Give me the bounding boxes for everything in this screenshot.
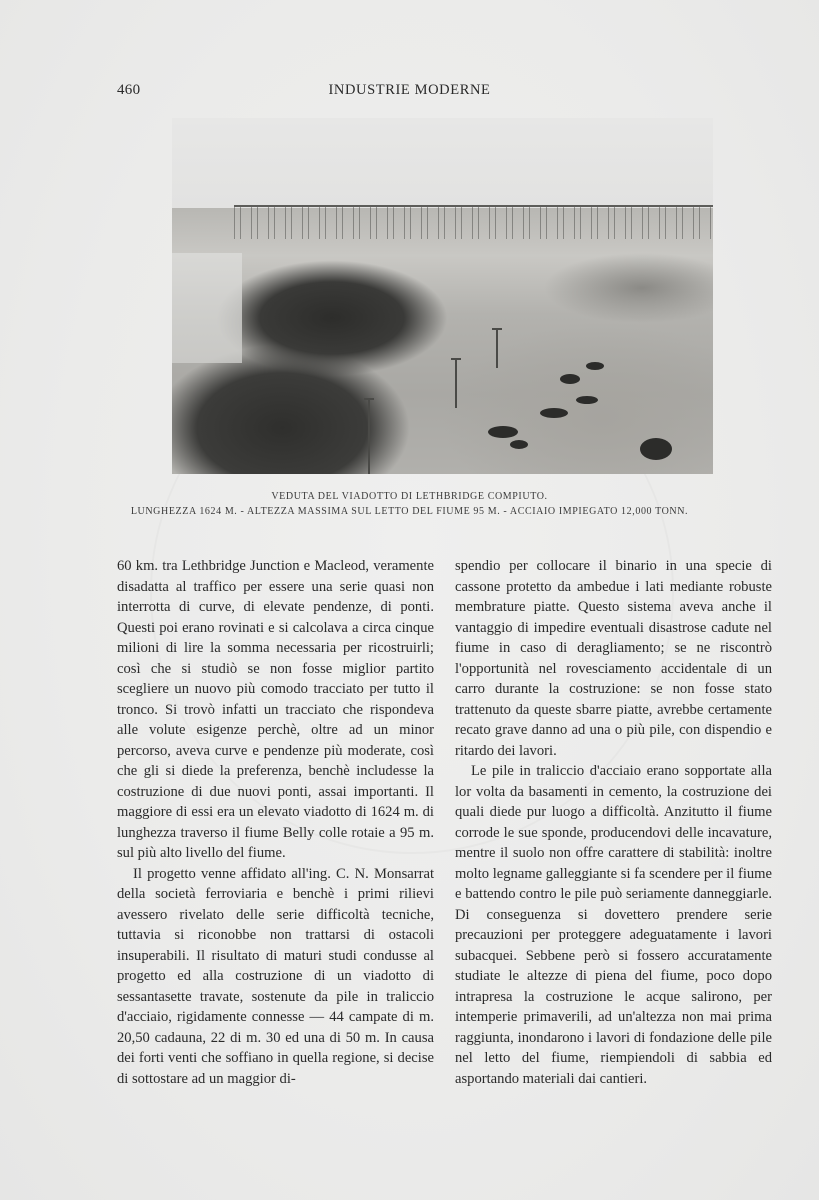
shrub <box>510 440 528 449</box>
shrub <box>488 426 518 438</box>
paragraph: 60 km. tra Lethbridge Junction e Macleod, veramente disadatta al traffico per essere una serie quasi non interrotta di curve, di elevate pendenze, di ponti. Questi poi erano rovinati e si calcolava a circa cinque milioni di lire la somma necessaria per ricostruirli; così che si studiò se non fosse miglior partito scegliere un nuovo più comodo tracciato per tutto il tronco. Si trovò infatti un tracciato che rispondeva alle volute esigenze perchè, oltre ad un minor percorso, aveva curve e pendenze più moderate, così che gli si diede la preferenza, benchè includesse la costruzione di due nuovi ponti, assai importanti. Il maggiore di essi era un elevato viadotto di 1624 m. di lunghezza traverso il fiume Belly colle rotaie a 95 m. sul più alto livello del fiume. <box>117 558 434 861</box>
photo-landscape <box>172 208 713 474</box>
shrub <box>640 438 672 460</box>
text-column-left <box>117 556 434 1089</box>
paragraph: Le pile in traliccio d'acciaio erano sopportate alla lor volta da basamenti in cemento, la costruzione dei quali diede pur luogo a difficoltà. Anzitutto il fiume corrode le sue sponde, producendovi delle incavature, mentre il suolo non offre carattere di stabilità: inoltre molto legname galleggiante si fa scendere per il fiume e battendo contro le pile può seriamente danneggiarle. Di conseguenza si dovettero prendere serie precauzioni per proteggere adeguatamente i lavori subacquei. Sebbene però si fossero accuratamente studiate le altezze di piena del fiume, poco dopo intrapresa la costruzione le acque salirono, per intemperie primaverili, ad un'altezza non mai prima raggiunta, inondarono i lavori di fondazione delle pile nel letto del fiume, riempiendoli di sabbia ed asportando materiali dai cantieri. <box>455 763 772 1087</box>
shrub <box>560 374 580 384</box>
viaduct-photograph <box>172 118 713 474</box>
paragraph: Il progetto venne affidato all'ing. C. N. Monsarrat della società ferroviaria e benchè i primi rilievi avessero rivelato delle serie difficoltà tecniche, tuttavia si riconobbe non trattarsi di ostacoli insuperabili. Il risultato di maturi studi condusse al progetto ed alla costruzione di un viadotto di sessantasette travate, sostenute da pile in traliccio d'acciaio, rigidamente connesse — 44 campate di m. 20,50 cadauna, 22 di m. 30 ed una di 50 m. In causa dei forti venti che soffiano in quella regione, si decise di sottostare ad un maggior di- <box>117 865 434 1087</box>
running-header <box>117 82 702 102</box>
paragraph: spendio per collocare il binario in una specie di cassone protetto da ambedue i lati mediante robuste membrature piatte. Questo sistema aveva anche il vantaggio di impedire eventuali disastrose cadute nel fiume in caso di deragliamento; se ne riscontrò l'opportunità nel rovesciamento accidentale di un carro durante la costruzione: se non fosse stato trattenuto da queste sbarre piatte, avrebbe certamente recato grave danno ad una o più pile, con dispendio e ritardo dei lavori. <box>455 558 772 759</box>
photo-sky <box>172 118 713 208</box>
telegraph-pole <box>496 328 498 368</box>
page-number: 460 <box>117 82 141 98</box>
telegraph-pole <box>368 398 370 474</box>
shrub <box>576 396 598 404</box>
figure-caption-details: LUNGHEZZA 1624 M. - ALTEZZA MASSIMA SUL LETTO DEL FIUME 95 M. - ACCIAIO IMPIEGATO 12,000 TONN. <box>130 506 689 517</box>
text-column-right <box>455 556 772 1089</box>
photo-river <box>172 253 242 363</box>
shrub <box>586 362 604 370</box>
telegraph-pole <box>455 358 457 408</box>
shrub <box>540 408 568 418</box>
figure-caption-title: VEDUTA DEL VIADOTTO DI LETHBRIDGE COMPIUTO. <box>271 491 548 502</box>
viaduct-trestle <box>234 207 713 239</box>
running-title: INDUSTRIE MODERNE <box>328 82 491 98</box>
